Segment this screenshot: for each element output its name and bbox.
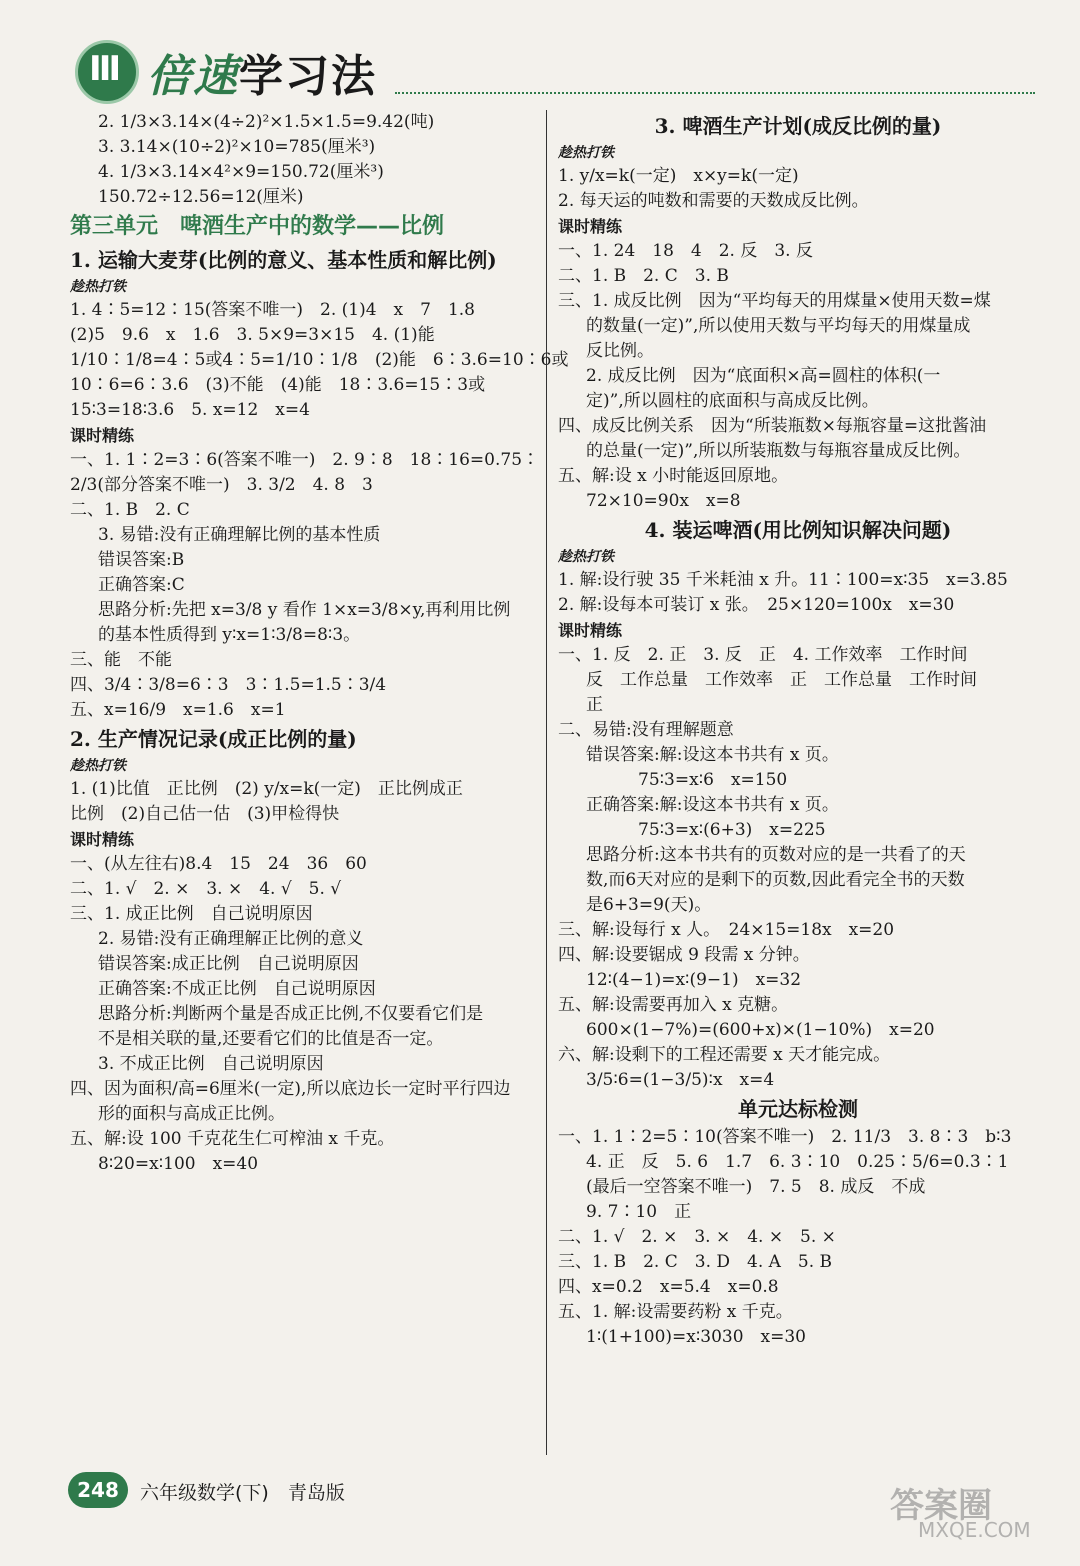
answer-line: 二、1. √ 2. × 3. × 4. × 5. × (558, 1227, 836, 1247)
subsection-label: 趁热打铁 (70, 279, 126, 295)
answer-line: 正 (586, 695, 603, 715)
answer-line: 五、x=16/9 x=1.6 x=1 (70, 700, 286, 720)
section-title: 4. 装运啤酒(用比例知识解决问题) (644, 518, 952, 542)
answer-line: 四、3/4∶3/8=6∶3 3∶1.5=1.5∶3/4 (70, 675, 387, 695)
answer-line: 一、(从左往右)8.4 15 24 36 60 (70, 854, 367, 874)
section-title: 1. 运输大麦芽(比例的意义、基本性质和解比例) (70, 248, 497, 272)
answer-line: 1. 解:设行驶 35 千米耗油 x 升。11∶100=x∶35 x=3.85 (558, 570, 1008, 590)
answer-line: 的总量(一定)”,所以所装瓶数与每瓶容量成反比例。 (586, 441, 971, 461)
brand-title: 倍速学习法 (147, 51, 377, 102)
answer-line: (最后一空答案不唯一) 7. 5 8. 成反 不成 (586, 1177, 926, 1197)
answer-line: 4. 1/3×3.14×4²×9=150.72(厘米³) (98, 162, 384, 182)
answer-line: 三、解:设每行 x 人。 24×15=18x x=20 (558, 920, 895, 940)
answer-line: (2)5 9.6 x 1.6 3. 5×9=3×15 4. (1)能 (70, 325, 435, 345)
answer-line: 3. 不成正比例 自己说明原因 (98, 1054, 324, 1074)
answer-line: 形的面积与高成正比例。 (98, 1104, 285, 1124)
answer-line: 75∶3=x∶(6+3) x=225 (638, 820, 826, 840)
answer-line: 五、1. 解:设需要药粉 x 千克。 (558, 1302, 793, 1322)
answer-line: 一、1. 1∶2=5∶10(答案不唯一) 2. 11/3 3. 8∶3 b∶3 (558, 1127, 1012, 1147)
answer-line: 二、1. B 2. C (70, 500, 190, 520)
answer-line: 2. 易错:没有正确理解正比例的意义 (98, 929, 364, 949)
section-title: 3. 啤酒生产计划(成反比例的量) (654, 114, 942, 138)
right-column (558, 110, 1038, 1350)
page-header (75, 40, 1040, 108)
subsection-label: 课时精练 (70, 830, 135, 849)
answer-line: 思路分析:先把 x=3/8 y 看作 1×x=3/8×y,再利用比例 (98, 600, 511, 620)
answer-line: 8∶20=x∶100 x=40 (98, 1154, 259, 1174)
answer-line: 数,而6天对应的是剩下的页数,因此看完全书的天数 (586, 870, 965, 890)
answer-line: 反 工作总量 工作效率 正 工作总量 工作时间 (586, 670, 977, 690)
subsection-label: 课时精练 (70, 426, 135, 445)
watermark-url: MXQE.COM (918, 1518, 1031, 1542)
answer-line: 10∶6=6∶3.6 (3)不能 (4)能 18∶3.6=15∶3或 (70, 375, 486, 395)
answer-line: 三、1. 成正比例 自己说明原因 (70, 904, 313, 924)
answer-line: 2. 每天运的吨数和需要的天数成反比例。 (558, 191, 869, 211)
answer-line: 思路分析:判断两个量是否成正比例,不仅要看它们是 (98, 1004, 484, 1024)
answer-line: 四、解:设要锯成 9 段需 x 分钟。 (558, 945, 810, 965)
answer-line: 2/3(部分答案不唯一) 3. 3/2 4. 8 3 (70, 475, 373, 495)
answer-line: 12∶(4−1)=x∶(9−1) x=32 (586, 970, 802, 990)
answer-line: 1/10∶1/8=4∶5或4∶5=1/10∶1/8 (2)能 6∶3.6=10∶6或 (70, 350, 569, 370)
answer-line: 15∶3=18∶3.6 5. x=12 x=4 (70, 400, 310, 420)
answer-line: 一、1. 1∶2=3∶6(答案不唯一) 2. 9∶8 18∶16=0.75∶ (70, 450, 540, 470)
section-title: 2. 生产情况记录(成正比例的量) (70, 727, 357, 751)
answer-line: 2. 1/3×3.14×(4÷2)²×1.5×1.5=9.42(吨) (98, 112, 435, 132)
answer-line: 3/5∶6=(1−3/5)∶x x=4 (586, 1070, 775, 1090)
column-divider (546, 110, 547, 1455)
unit-title: 第三单元 啤酒生产中的数学——比例 (70, 214, 445, 239)
subsection-label: 课时精练 (558, 217, 623, 236)
answer-line: 六、解:设剩下的工程还需要 x 天才能完成。 (558, 1045, 891, 1065)
answer-line: 一、1. 24 18 4 2. 反 3. 反 (558, 241, 813, 261)
answer-line: 1. y/x=k(一定) x×y=k(一定) (558, 166, 799, 186)
answer-line: 反比例。 (586, 341, 654, 361)
answer-line: 3. 易错:没有正确理解比例的基本性质 (98, 525, 381, 545)
answer-line: 2. 成反比例 因为“底面积×高=圆柱的体积(一 (586, 366, 941, 386)
answer-line: 1∶(1+100)=x∶3030 x=30 (586, 1327, 806, 1347)
answer-line: 的基本性质得到 y∶x=1∶3/8=8∶3。 (98, 625, 361, 645)
answer-line: 四、x=0.2 x=5.4 x=0.8 (558, 1277, 779, 1297)
answer-line: 比例 (2)自己估一估 (3)甲检得快 (70, 804, 340, 824)
answer-line: 错误答案:解:设这本书共有 x 页。 (586, 745, 839, 765)
answer-line: 正确答案:不成正比例 自己说明原因 (98, 979, 376, 999)
subsection-label: 趁热打铁 (70, 758, 126, 774)
answer-line: 三、1. B 2. C 3. D 4. A 5. B (558, 1252, 833, 1272)
answer-line: 不是相关联的量,还要看它们的比值是否一定。 (98, 1029, 444, 1049)
answer-line: 1. (1)比值 正比例 (2) y/x=k(一定) 正比例成正 (70, 779, 463, 799)
answer-line: 五、解:设 x 小时能返回原地。 (558, 466, 789, 486)
book-title: 六年级数学(下) 青岛版 (140, 1482, 345, 1504)
answer-line: 9. 7∶10 正 (586, 1202, 692, 1222)
answer-line: 五、解:设 100 千克花生仁可榨油 x 千克。 (70, 1129, 395, 1149)
left-column (70, 110, 569, 1177)
answer-line: 错误答案:B (98, 550, 185, 570)
answer-line: 75∶3=x∶6 x=150 (638, 770, 788, 790)
answer-line: 五、解:设需要再加入 x 克糖。 (558, 995, 789, 1015)
answer-line: 是6+3=9(天)。 (586, 895, 712, 915)
subsection-label: 课时精练 (558, 621, 623, 640)
answer-line: 4. 正 反 5. 6 1.7 6. 3∶10 0.25∶5/6=0.3∶1 (586, 1152, 1009, 1172)
answer-line: 正确答案:解:设这本书共有 x 页。 (586, 795, 839, 815)
answer-line: 150.72÷12.56=12(厘米) (98, 187, 304, 207)
answer-line: 1. 4∶5=12∶15(答案不唯一) 2. (1)4 x 7 1.8 (70, 300, 475, 320)
answer-line: 一、1. 反 2. 正 3. 反 正 4. 工作效率 工作时间 (558, 645, 968, 665)
answer-line: 定)”,所以圆柱的底面积与高成反比例。 (586, 391, 879, 411)
answer-line: 二、易错:没有理解题意 (558, 720, 734, 740)
subsection-label: 趁热打铁 (558, 549, 614, 565)
watermark: 答案圈 (890, 1486, 992, 1526)
answer-line: 600×(1−7%)=(600+x)×(1−10%) x=20 (586, 1020, 935, 1040)
answer-line: 错误答案:成正比例 自己说明原因 (98, 954, 359, 974)
answer-line: 3. 3.14×(10÷2)²×10=785(厘米³) (98, 137, 376, 157)
subsection-label: 趁热打铁 (558, 145, 614, 161)
answer-line: 三、能 不能 (70, 650, 172, 670)
answer-line: 二、1. B 2. C 3. B (558, 266, 729, 286)
header-divider (395, 92, 1035, 94)
logo-icon: Ⅲ (75, 40, 139, 104)
answer-line: 四、因为面积/高=6厘米(一定),所以底边长一定时平行四边 (70, 1079, 511, 1099)
answer-line: 2. 解:设每本可装订 x 张。 25×120=100x x=30 (558, 595, 955, 615)
section-title: 单元达标检测 (738, 1097, 858, 1121)
answer-line: 正确答案:C (98, 575, 185, 595)
answer-line: 思路分析:这本书共有的页数对应的是一共看了的天 (586, 845, 966, 865)
answer-line: 72×10=90x x=8 (586, 491, 741, 511)
answer-line: 二、1. √ 2. × 3. × 4. √ 5. √ (70, 879, 342, 899)
answer-line: 四、成反比例关系 因为“所装瓶数×每瓶容量=这批酱油 (558, 416, 987, 436)
page-number: 248 (68, 1472, 128, 1508)
answer-line: 三、1. 成反比例 因为“平均每天的用煤量×使用天数=煤 (558, 291, 991, 311)
answer-line: 的数量(一定)”,所以使用天数与平均每天的用煤量成 (586, 316, 971, 336)
